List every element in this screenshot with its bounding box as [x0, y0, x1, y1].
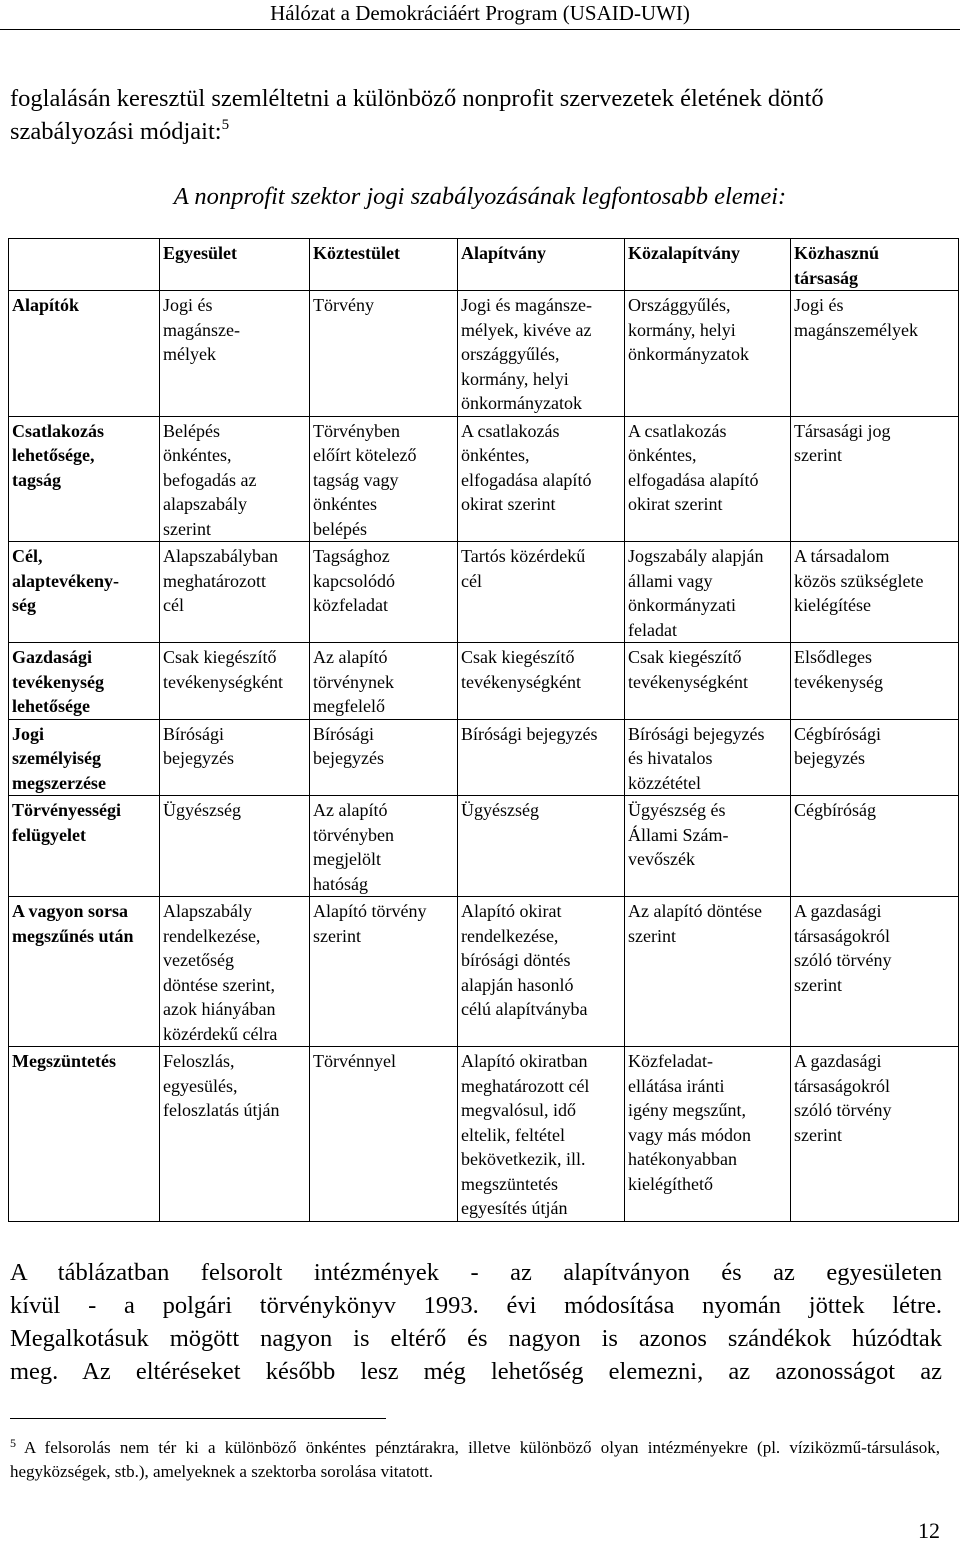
table-cell: Alapszabályban meghatározott cél [160, 542, 310, 643]
column-header-egyesulet: Egyesület [160, 239, 310, 291]
table-cell: Jogi és magánsze- mélyek, kivéve az országgyűlés, kormány, helyi önkormányzatok [458, 291, 625, 417]
table-cell: Törvénnyel [310, 1047, 458, 1222]
paragraph-line: meg. Az eltéréseket később lesz még lehetőség elemezni, az azonosságot az [10, 1358, 942, 1385]
table-cell: Az alapító törvényben megjelölt hatóság [310, 796, 458, 897]
table-cell: Csak kiegészítő tevékenységként [625, 643, 791, 720]
table-cell: A gazdasági társaságokról szóló törvény szerint [791, 1047, 959, 1222]
row-header-alapitok: Alapítók [9, 291, 160, 417]
table-cell: Ügyészség [458, 796, 625, 897]
table-row [9, 719, 959, 796]
table-cell: Az alapító döntése szerint [625, 897, 791, 1047]
table-cell: Bírósági bejegyzés és hivatalos közzététel [625, 719, 791, 796]
row-header-jogi-szemelyiseg: Jogi személyiség megszerzése [9, 719, 160, 796]
column-header-kozalapitvany: Közalapítvány [625, 239, 791, 291]
table-cell: Bírósági bejegyzés [160, 719, 310, 796]
table-cell: Alapító okiratban meghatározott cél megvalósul, idő eltelik, feltétel bekövetkezik, ill. megszüntetés egyesítés útján [458, 1047, 625, 1222]
table-cell: Tagsághoz kapcsolódó közfeladat [310, 542, 458, 643]
paragraph-line: Megalkotásuk mögött nagyon is eltérő és nagyon is azonos szándékok húzódtak [10, 1325, 942, 1352]
table-cell: Törvény [310, 291, 458, 417]
table-cell: Törvényben előírt kötelező tagság vagy önkéntes belépés [310, 416, 458, 542]
table-row [9, 542, 959, 643]
column-header-empty [9, 239, 160, 291]
table-cell: Alapító okirat rendelkezése, bírósági döntés alapján hasonló célú alapítványba [458, 897, 625, 1047]
table-row [9, 291, 959, 417]
intro-sentence: foglalásán keresztül szemléltetni a különböző nonprofit szervezetek életének döntő szabályozási módjait: [10, 85, 824, 145]
table-cell: Ügyészség és Állami Szám- vevőszék [625, 796, 791, 897]
table-cell: Jogszabály alapján állami vagy önkormányzati feladat [625, 542, 791, 643]
footnote-number: 5 [10, 1436, 16, 1450]
table-cell: Országgyűlés, kormány, helyi önkormányzatok [625, 291, 791, 417]
intro-text [10, 82, 940, 148]
column-header-koztestulet: Köztestület [310, 239, 458, 291]
table-cell: Bírósági bejegyzés [310, 719, 458, 796]
paragraph-line: kívül - a polgári törvénykönyv 1993. évi módosítása nyomán jöttek létre. [10, 1292, 942, 1319]
table-cell: A társadalom közös szükséglete kielégítése [791, 542, 959, 643]
row-header-torvenyessegi: Törvényességi felügyelet [9, 796, 160, 897]
table-cell: A gazdasági társaságokról szóló törvény szerint [791, 897, 959, 1047]
table-cell: Belépés önkéntes, befogadás az alapszabály szerint [160, 416, 310, 542]
table-title: A nonprofit szektor jogi szabályozásának legfontosabb elemei: [173, 183, 787, 210]
table-cell: Csak kiegészítő tevékenységként [160, 643, 310, 720]
table-cell: Az alapító törvénynek megfelelő [310, 643, 458, 720]
table-cell: Cégbírósági bejegyzés [791, 719, 959, 796]
footnote-divider [10, 1418, 386, 1419]
table-cell: Jogi és magánsze- mélyek [160, 291, 310, 417]
table-row [9, 1047, 959, 1222]
table-cell: A csatlakozás önkéntes, elfogadása alapító okirat szerint [625, 416, 791, 542]
row-header-megszuntetes: Megszüntetés [9, 1047, 160, 1222]
row-header-csatlakozas: Csatlakozás lehetősége, tagság [9, 416, 160, 542]
running-header: Hálózat a Demokráciáért Program (USAID-UWI) [0, 0, 960, 30]
table-cell: Csak kiegészítő tevékenységként [458, 643, 625, 720]
table-cell: Tartós közérdekű cél [458, 542, 625, 643]
column-header-kozhasznu-tarsasag: Közhasznú társaság [791, 239, 959, 291]
table-cell: Társasági jog szerint [791, 416, 959, 542]
footnote [10, 1436, 940, 1484]
table-row [9, 416, 959, 542]
page-number: 12 [918, 1518, 940, 1543]
footnote-text: A felsorolás nem tér ki a különböző önkéntes pénztárakra, illetve különböző olyan intézményekre (pl. víziközmű-társulások, hegyközségek, stb.), amelyeknek a szektorba sorolása vitatott. [10, 1438, 940, 1481]
table-cell: Jogi és magánszemélyek [791, 291, 959, 417]
table-cell: A csatlakozás önkéntes, elfogadása alapító okirat szerint [458, 416, 625, 542]
table-row [9, 897, 959, 1047]
table-header-row [9, 239, 959, 291]
table-row [9, 796, 959, 897]
regulation-table [8, 238, 959, 1222]
row-header-vagyon-sorsa: A vagyon sorsa megszűnés után [9, 897, 160, 1047]
table-cell: Elsődleges tevékenység [791, 643, 959, 720]
table-row [9, 643, 959, 720]
table-cell: Alapító törvény szerint [310, 897, 458, 1047]
body-paragraph [10, 1256, 942, 1388]
row-header-cel: Cél, alaptevékeny- ség [9, 542, 160, 643]
table-cell: Ügyészség [160, 796, 310, 897]
table-cell: Alapszabály rendelkezése, vezetőség döntése szerint, azok hiányában közérdekű célra [160, 897, 310, 1047]
table-cell: Bírósági bejegyzés [458, 719, 625, 796]
paragraph-line: A táblázatban felsorolt intézmények - az alapítványon és az egyesületen [10, 1259, 942, 1286]
row-header-gazdasagi: Gazdasági tevékenység lehetősége [9, 643, 160, 720]
table-cell: Cégbíróság [791, 796, 959, 897]
footnote-reference: 5 [221, 117, 230, 133]
table-cell: Közfeladat- ellátása iránti igény megszűnt, vagy más módon hatékonyabban kielégíthető [625, 1047, 791, 1222]
column-header-alapitvany: Alapítvány [458, 239, 625, 291]
table-cell: Feloszlás, egyesülés, feloszlatás útján [160, 1047, 310, 1222]
